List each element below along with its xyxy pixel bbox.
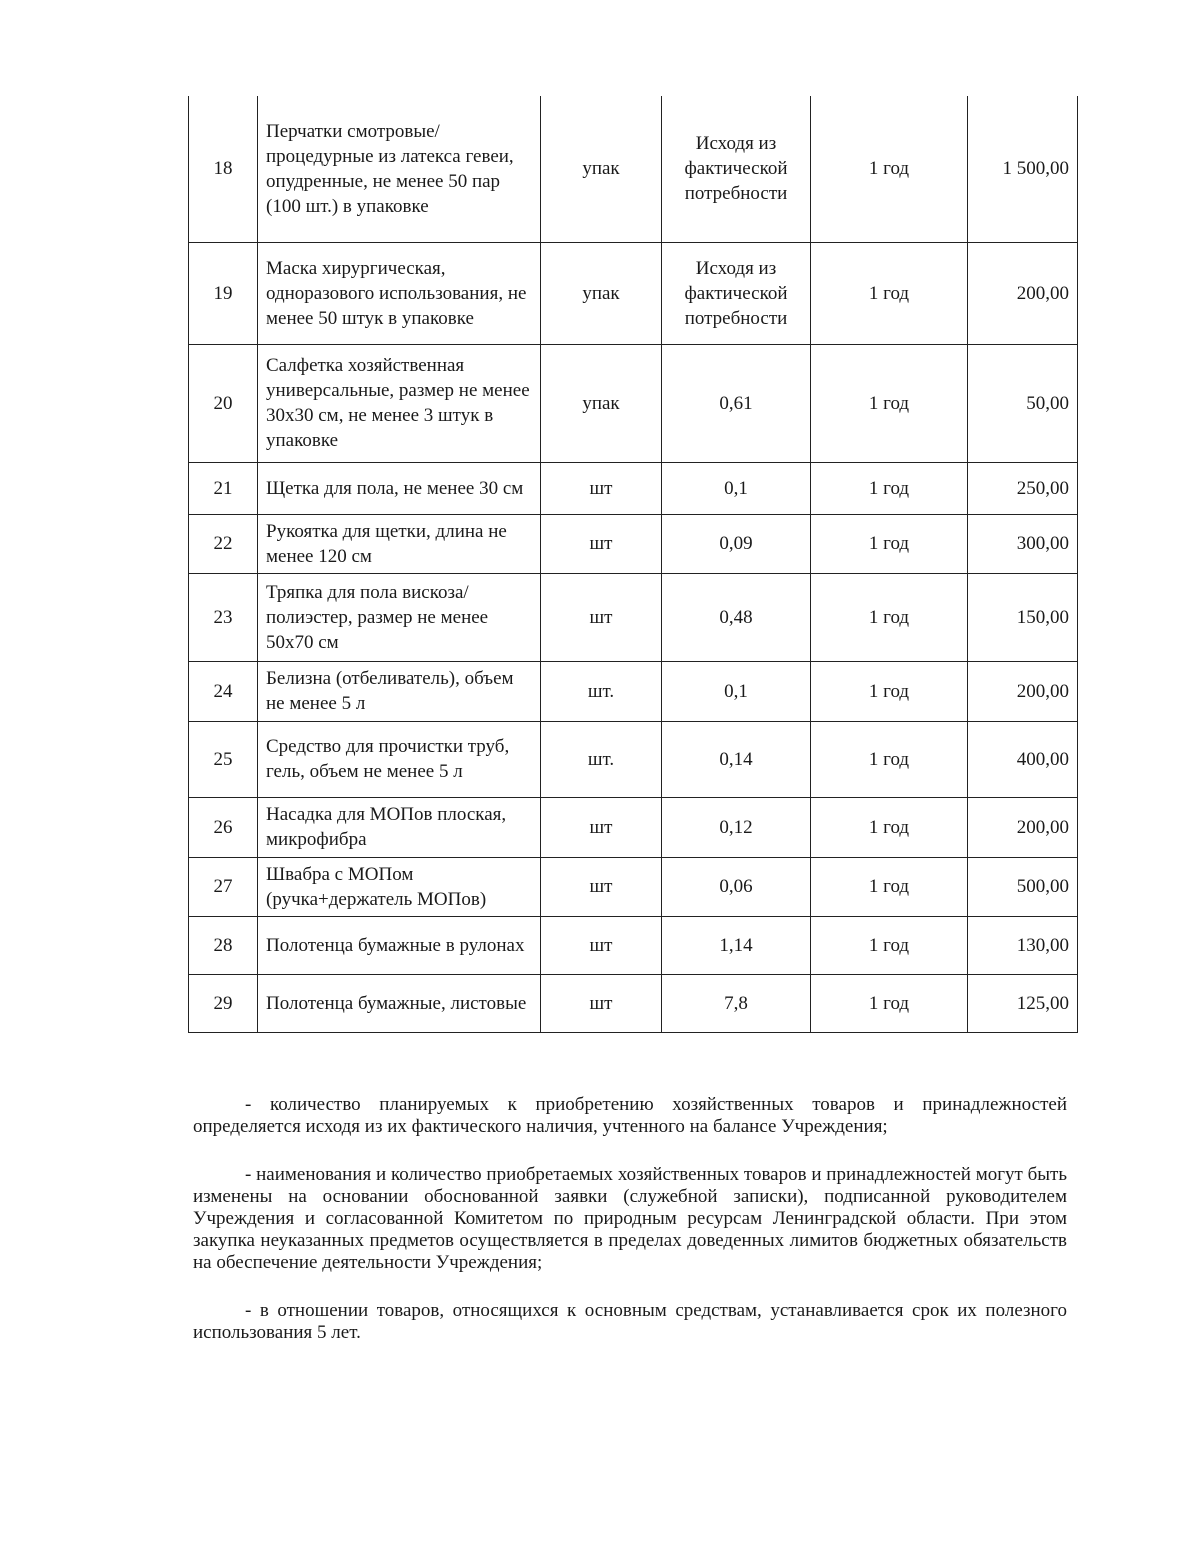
cell-quantity: 0,61 — [662, 344, 811, 462]
cell-price: 300,00 — [968, 514, 1078, 573]
cell-quantity: 1,14 — [662, 916, 811, 974]
cell-row-number: 25 — [189, 721, 258, 797]
cell-usage-term: 1 год — [811, 797, 968, 857]
cell-usage-term: 1 год — [811, 857, 968, 916]
items-table — [188, 96, 1078, 1033]
cell-price: 200,00 — [968, 242, 1078, 344]
cell-unit: шт — [541, 573, 662, 661]
cell-quantity: 0,14 — [662, 721, 811, 797]
table-row — [189, 573, 1078, 661]
cell-usage-term: 1 год — [811, 462, 968, 514]
cell-item-name: Перчатки смотровые/процедурные из латекса гевеи, опудренные, не менее 50 пар (100 шт.) в упаковке — [258, 96, 541, 242]
cell-unit: упак — [541, 344, 662, 462]
cell-usage-term: 1 год — [811, 573, 968, 661]
cell-usage-term: 1 год — [811, 974, 968, 1032]
cell-price: 130,00 — [968, 916, 1078, 974]
table-row — [189, 242, 1078, 344]
cell-row-number: 27 — [189, 857, 258, 916]
cell-unit: упак — [541, 242, 662, 344]
cell-item-name: Полотенца бумажные в рулонах — [258, 916, 541, 974]
cell-row-number: 21 — [189, 462, 258, 514]
cell-usage-term: 1 год — [811, 916, 968, 974]
cell-row-number: 22 — [189, 514, 258, 573]
cell-row-number: 19 — [189, 242, 258, 344]
cell-row-number: 29 — [189, 974, 258, 1032]
cell-price: 250,00 — [968, 462, 1078, 514]
table-row — [189, 721, 1078, 797]
notes-section — [193, 1094, 1067, 1370]
note-paragraph: - наименования и количество приобретаемых хозяйственных товаров и принадлежностей могут быть изменены на основании обоснованной заявки (служебной записки), подписанной руководителем Учреждения и согласованной Комитетом по природным ресурсам Ленинградской области. При этом закупка неуказанных предметов осуществляется в пределах доведенных лимитов бюджетных обязательств на обеспечение деятельности Учреждения; — [193, 1164, 1067, 1273]
table-row — [189, 916, 1078, 974]
cell-unit: шт — [541, 916, 662, 974]
cell-unit: шт. — [541, 661, 662, 721]
cell-item-name: Швабра с МОПом (ручка+держатель МОПов) — [258, 857, 541, 916]
cell-quantity: Исходя из фактической потребности — [662, 242, 811, 344]
cell-price: 200,00 — [968, 661, 1078, 721]
note-paragraph: - количество планируемых к приобретению хозяйственных товаров и принадлежностей определяется исходя из их фактического наличия, учтенного на балансе Учреждения; — [193, 1094, 1067, 1137]
table-row — [189, 344, 1078, 462]
cell-row-number: 23 — [189, 573, 258, 661]
note-paragraph: - в отношении товаров, относящихся к основным средствам, устанавливается срок их полезного использования 5 лет. — [193, 1300, 1067, 1343]
cell-price: 125,00 — [968, 974, 1078, 1032]
cell-quantity: 0,1 — [662, 462, 811, 514]
cell-unit: шт. — [541, 721, 662, 797]
cell-row-number: 26 — [189, 797, 258, 857]
cell-unit: шт — [541, 974, 662, 1032]
table-row — [189, 857, 1078, 916]
cell-price: 500,00 — [968, 857, 1078, 916]
cell-quantity: 0,1 — [662, 661, 811, 721]
cell-quantity: 7,8 — [662, 974, 811, 1032]
cell-row-number: 24 — [189, 661, 258, 721]
table-row — [189, 661, 1078, 721]
table-row — [189, 797, 1078, 857]
cell-item-name: Тряпка для пола вискоза/полиэстер, размер не менее 50х70 см — [258, 573, 541, 661]
cell-item-name: Щетка для пола, не менее 30 см — [258, 462, 541, 514]
table-row — [189, 96, 1078, 242]
cell-item-name: Белизна (отбеливатель), объем не менее 5 л — [258, 661, 541, 721]
cell-usage-term: 1 год — [811, 344, 968, 462]
cell-usage-term: 1 год — [811, 242, 968, 344]
table-row — [189, 462, 1078, 514]
cell-price: 150,00 — [968, 573, 1078, 661]
cell-quantity: Исходя из фактической потребности — [662, 96, 811, 242]
cell-usage-term: 1 год — [811, 661, 968, 721]
cell-item-name: Рукоятка для щетки, длина не менее 120 см — [258, 514, 541, 573]
cell-price: 200,00 — [968, 797, 1078, 857]
cell-unit: шт — [541, 514, 662, 573]
cell-item-name: Маска хирургическая, одноразового использования, не менее 50 штук в упаковке — [258, 242, 541, 344]
cell-unit: шт — [541, 797, 662, 857]
cell-item-name: Средство для прочистки труб, гель, объем не менее 5 л — [258, 721, 541, 797]
cell-item-name: Насадка для МОПов плоская, микрофибра — [258, 797, 541, 857]
cell-usage-term: 1 год — [811, 514, 968, 573]
cell-usage-term: 1 год — [811, 721, 968, 797]
cell-unit: упак — [541, 96, 662, 242]
table-row — [189, 514, 1078, 573]
cell-price: 400,00 — [968, 721, 1078, 797]
cell-item-name: Полотенца бумажные, листовые — [258, 974, 541, 1032]
table-row — [189, 974, 1078, 1032]
cell-unit: шт — [541, 857, 662, 916]
cell-quantity: 0,12 — [662, 797, 811, 857]
cell-quantity: 0,48 — [662, 573, 811, 661]
cell-price: 1 500,00 — [968, 96, 1078, 242]
cell-quantity: 0,09 — [662, 514, 811, 573]
cell-row-number: 28 — [189, 916, 258, 974]
cell-unit: шт — [541, 462, 662, 514]
cell-price: 50,00 — [968, 344, 1078, 462]
cell-row-number: 20 — [189, 344, 258, 462]
cell-usage-term: 1 год — [811, 96, 968, 242]
cell-row-number: 18 — [189, 96, 258, 242]
cell-quantity: 0,06 — [662, 857, 811, 916]
cell-item-name: Салфетка хозяйственная универсальные, размер не менее 30х30 см, не менее 3 штук в упаковке — [258, 344, 541, 462]
